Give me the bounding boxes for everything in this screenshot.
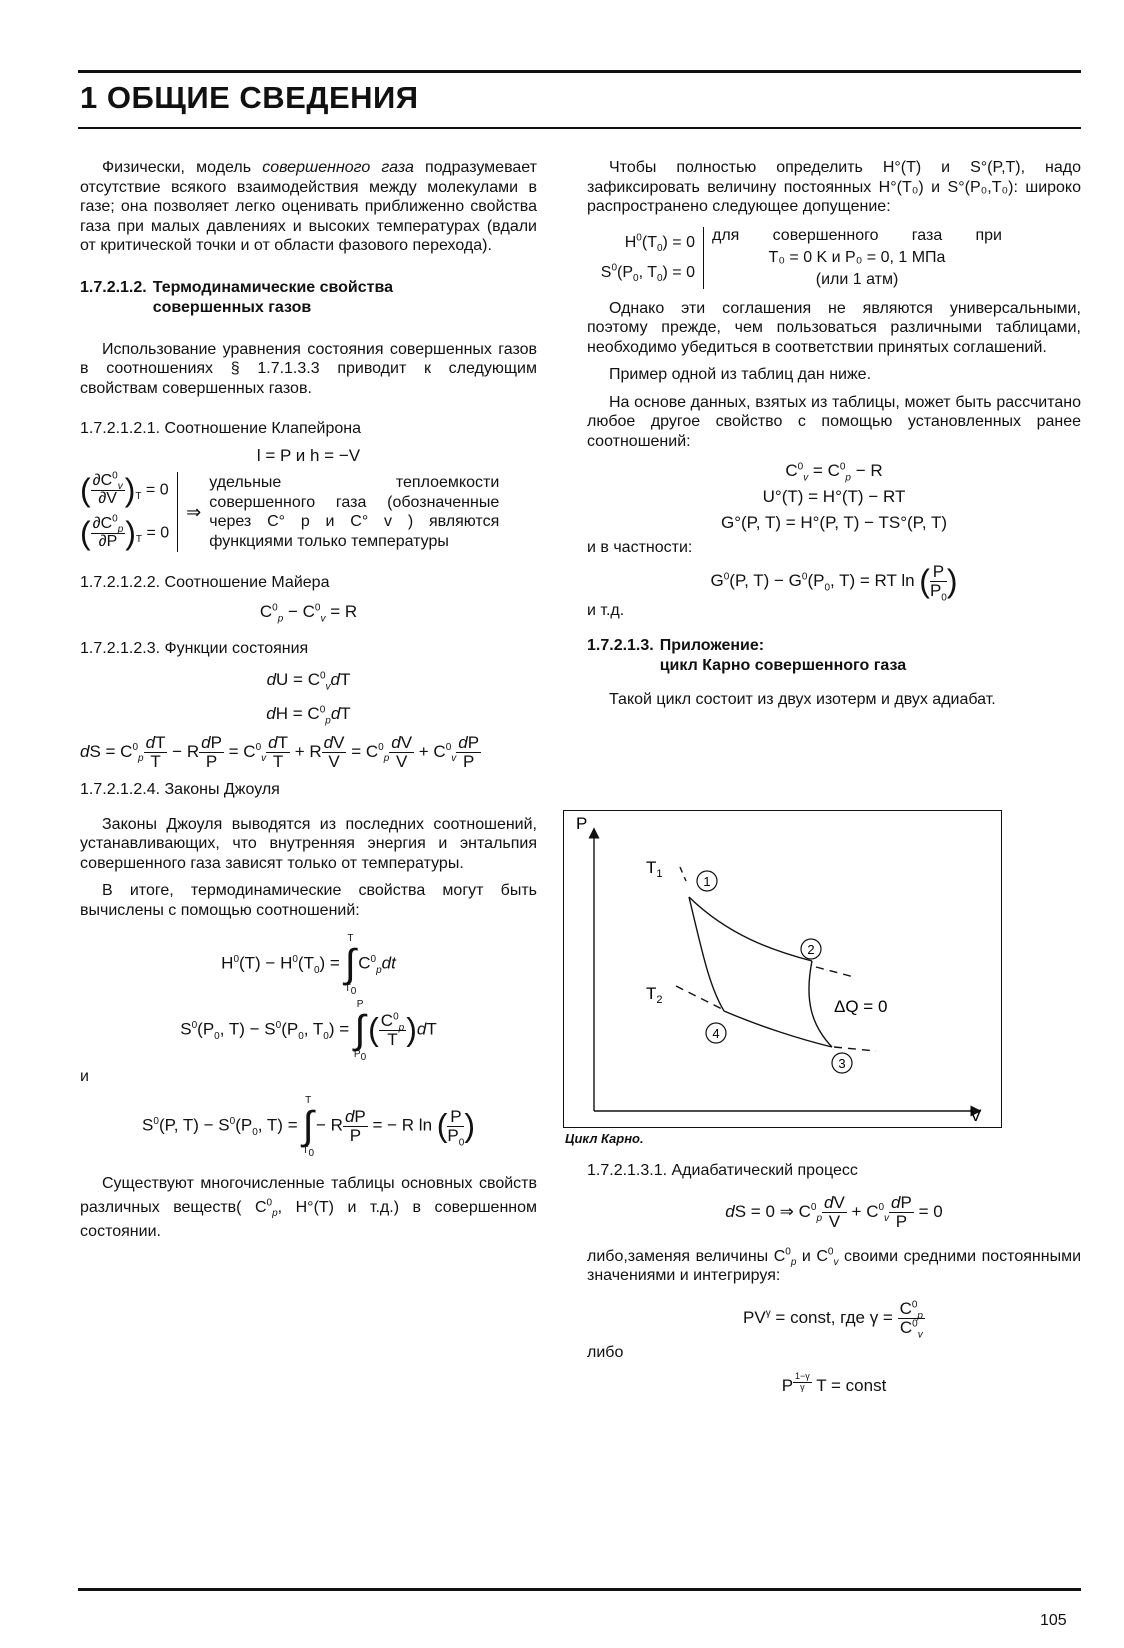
point-2-marker (801, 939, 821, 959)
right-paragraph-1: Чтобы полностью определить H°(T) и S°(P,T), надо зафиксировать величину постоянных H°(T₀) и S°(P₀,T₀): широко распространено следующее допущение: (587, 159, 1081, 216)
subsection-joule: 1.7.2.1.2.4. Законы Джоуля (80, 780, 280, 798)
clapeyron-note: удельные теплоемкости совершенного газа (обозначенные через C° p и C° v ) являются функциями только температуры (209, 474, 500, 550)
point-3-marker (832, 1053, 852, 1073)
subsection-mayer: 1.7.2.1.2.2. Соотношение Майера (80, 574, 330, 592)
section-heading-1-7-2-1-2 (80, 278, 537, 318)
replace-text: либо,заменяя величины $C^0_p$ и $C^0_v$ своими средними постоянными значениями и интегрируя: (587, 1246, 1082, 1285)
right-paragraph-4: На основе данных, взятых из таблицы, может быть рассчитано любое другое свойство с помощью установленных ранее соотношений: (587, 393, 1081, 450)
and-word: и (80, 1068, 89, 1086)
intro-italic: совершенного газа (262, 159, 414, 176)
bottom-rule (78, 1588, 1081, 1591)
result-text: В итоге, термодинамические свойства могут быть вычислены с помощью соотношений: (80, 882, 537, 919)
pt-gamma-equation: P $^{\frac{1-\gamma}{\gamma}}$ T = const (781, 1371, 887, 1396)
du-equation: dU = $C^0_vdT$ (266, 670, 351, 693)
u-equation: U°(T) = H°(T) − RT (762, 487, 906, 507)
section-title-line1: Термодинамические свойства (152, 278, 394, 296)
reference-values: $H^0(T_0) = 0$ $S^0(P_0$, $T_0) = 0$ (600, 232, 695, 284)
right-paragraph-3: Пример одной из таблиц дан ниже. (609, 366, 872, 384)
condition-line-3: (или 1 атм) (815, 270, 899, 288)
point-4-marker (706, 1023, 726, 1043)
intro-text: Физически, модель (102, 159, 263, 176)
point-1-marker (697, 871, 717, 891)
svg-text:2: 2 (807, 942, 815, 957)
carnot-diagram (564, 811, 1001, 1127)
t2-extension (676, 986, 722, 1009)
p-axis-label: P (576, 814, 588, 833)
section-title-right-line2: цикл Карно совершенного газа (659, 657, 907, 675)
intro-paragraph (80, 158, 537, 256)
pv-gamma-equation: $PV^\gamma$ = const, где γ = $\frac{C^0_p}{C^0_v}$ (743, 1298, 923, 1340)
enthalpy-integral: $H^0(T) - H^0(T_0)$ = T ∫ $T_0$ $C^0_pdt$ (221, 933, 396, 998)
section-title-right-line1: Приложение: (659, 637, 765, 655)
right-column-lower (587, 1162, 1081, 1397)
entropy-integral-p: $S^0(P$, $T) - S^0(P_0$, T) = T ∫ $T_0$ − R $\frac{dP}{P}$ = − R ln ( $\frac{P}{P_0}$ ) (142, 1095, 475, 1160)
svg-text:1: 1 (703, 874, 711, 889)
clapeyron-equation: l = P и h = −V (256, 446, 361, 466)
v-axis-label: V (970, 1106, 982, 1125)
dq-label: ΔQ = 0 (834, 997, 888, 1016)
svg-text:3: 3 (838, 1056, 846, 1071)
right-paragraph-2: Однако эти соглашения не являются универсальными, поэтому прежде, чем пользоваться различными таблицами, необходимо убедиться в соответствии принятых соглашений. (587, 299, 1081, 356)
adiabat-4-1 (689, 897, 724, 1011)
t2-tail (834, 1047, 876, 1051)
condition-line-1: для совершенного газа при (712, 226, 1002, 244)
partial-derivatives: ( $\frac{\partial C^0_v}{\partial V}$ )$_T = 0$ ( $\frac{\partial C^0_p}{\partial P}$ )$_T = 0$ (80, 471, 170, 552)
t1-label: $T_1$ (646, 858, 663, 880)
entropy-integral-t: $S^0(P_0$, $T) - S^0(P_0$, $T_0$) = P ∫ $P_0$ ( $\frac{C^0_p}{T}$ )dT (180, 999, 437, 1064)
adiabat-2-3 (809, 961, 832, 1047)
figure-caption: Цикл Карно. (565, 1131, 644, 1146)
carnot-text: Такой цикл состоит из двух изотерм и двух адиабат. (609, 691, 996, 709)
svg-text:4: 4 (712, 1026, 720, 1041)
section-title-line2: совершенных газов (152, 298, 312, 316)
carnot-cycle-figure (563, 810, 1002, 1128)
top-rule (78, 70, 1081, 73)
section-number-right: 1.7.2.1.3. (587, 637, 654, 655)
intro-text-rest: подразумевает отсутствие всякого взаимодействия между молекулами в газе; она позволяет легко оценивать приближенно свойства газа при малых давлениях и высоких температурах (вдали от критической точки и от области фазового перехода). (80, 159, 537, 255)
isotherm-t1 (689, 897, 815, 961)
ds-equation: dS = $C^0_p$ $\frac{dT}{T}$ − R $\frac{dP}{P}$ = $C^0_v$ $\frac{dT}{T}$ + R $\frac{dV}{V}$ = $C^0_p$ $\frac{dV}{V}$ + $C^0_v$ $\frac{dP}{P}$ (80, 733, 480, 771)
section-text: Использование уравнения состояния совершенных газов в соотношениях § 1.7.1.3.3 приводит к следующим свойствам совершенных газов. (80, 340, 537, 397)
joule-text: Законы Джоуля выводятся из последних соотношений, устанавливающих, что внутренняя энергия и энтальпия совершенного газа зависят только от температуры. (80, 815, 537, 872)
left-column (80, 158, 537, 1244)
conventions-block (587, 227, 1081, 289)
section-heading-1-7-2-1-3 (587, 636, 1081, 676)
reference-conditions (712, 227, 1002, 289)
right-column (587, 158, 1081, 710)
adiabatic-ds-equation: dS = 0 ⇒ $C^0_p$ $\frac{dV}{V}$ + $C^0_v$ $\frac{dP}{P}$ = 0 (725, 1193, 943, 1231)
subsection-clapeyron: 1.7.2.1.2.1. Соотношение Клапейрона (80, 420, 362, 438)
cv-equation: $C^0_v = C^0_p - R$ (785, 461, 883, 484)
clapeyron-block (80, 472, 537, 552)
gibbs-equation: $G^0(P$, $T) - G^0(P_0$, T) = RT ln ( $\frac{P}{P_0}$ ) (710, 562, 958, 604)
condition-line-2: T₀ = 0 K и P₀ = 0, 1 МПа (768, 248, 946, 266)
isotherm-t2 (724, 1011, 832, 1047)
t1-tail (816, 967, 854, 977)
chapter-title: 1 ОБЩИЕ СВЕДЕНИЯ (80, 80, 419, 115)
t2-label: $T_2$ (646, 984, 663, 1006)
dh-equation: dH = $C^0_pdT$ (266, 704, 351, 727)
tables-text: Существуют многочисленные таблицы основных свойств различных веществ( $C^0_p$, H°(T) и т.д.) в совершенном состоянии. (80, 1175, 538, 1241)
in-particular: и в частности: (587, 539, 693, 557)
subsection-state-functions: 1.7.2.1.2.3. Функции состояния (80, 640, 309, 658)
t1-extension (680, 867, 686, 881)
mayer-equation: $C^0_p - C^0_v = R$ (259, 602, 358, 625)
section-number: 1.7.2.1.2. (80, 278, 147, 296)
page-number: 105 (1040, 1612, 1067, 1629)
subsection-adiabatic: 1.7.2.1.3.1. Адиабатический процесс (587, 1162, 858, 1179)
etc: и т.д. (587, 602, 625, 620)
implies-arrow: ⇒ (186, 501, 202, 522)
or-word: либо (587, 1344, 624, 1362)
title-rule (78, 127, 1081, 129)
g-equation: G°(P, T) = H°(P, T) − TS°(P, T) (720, 513, 948, 533)
